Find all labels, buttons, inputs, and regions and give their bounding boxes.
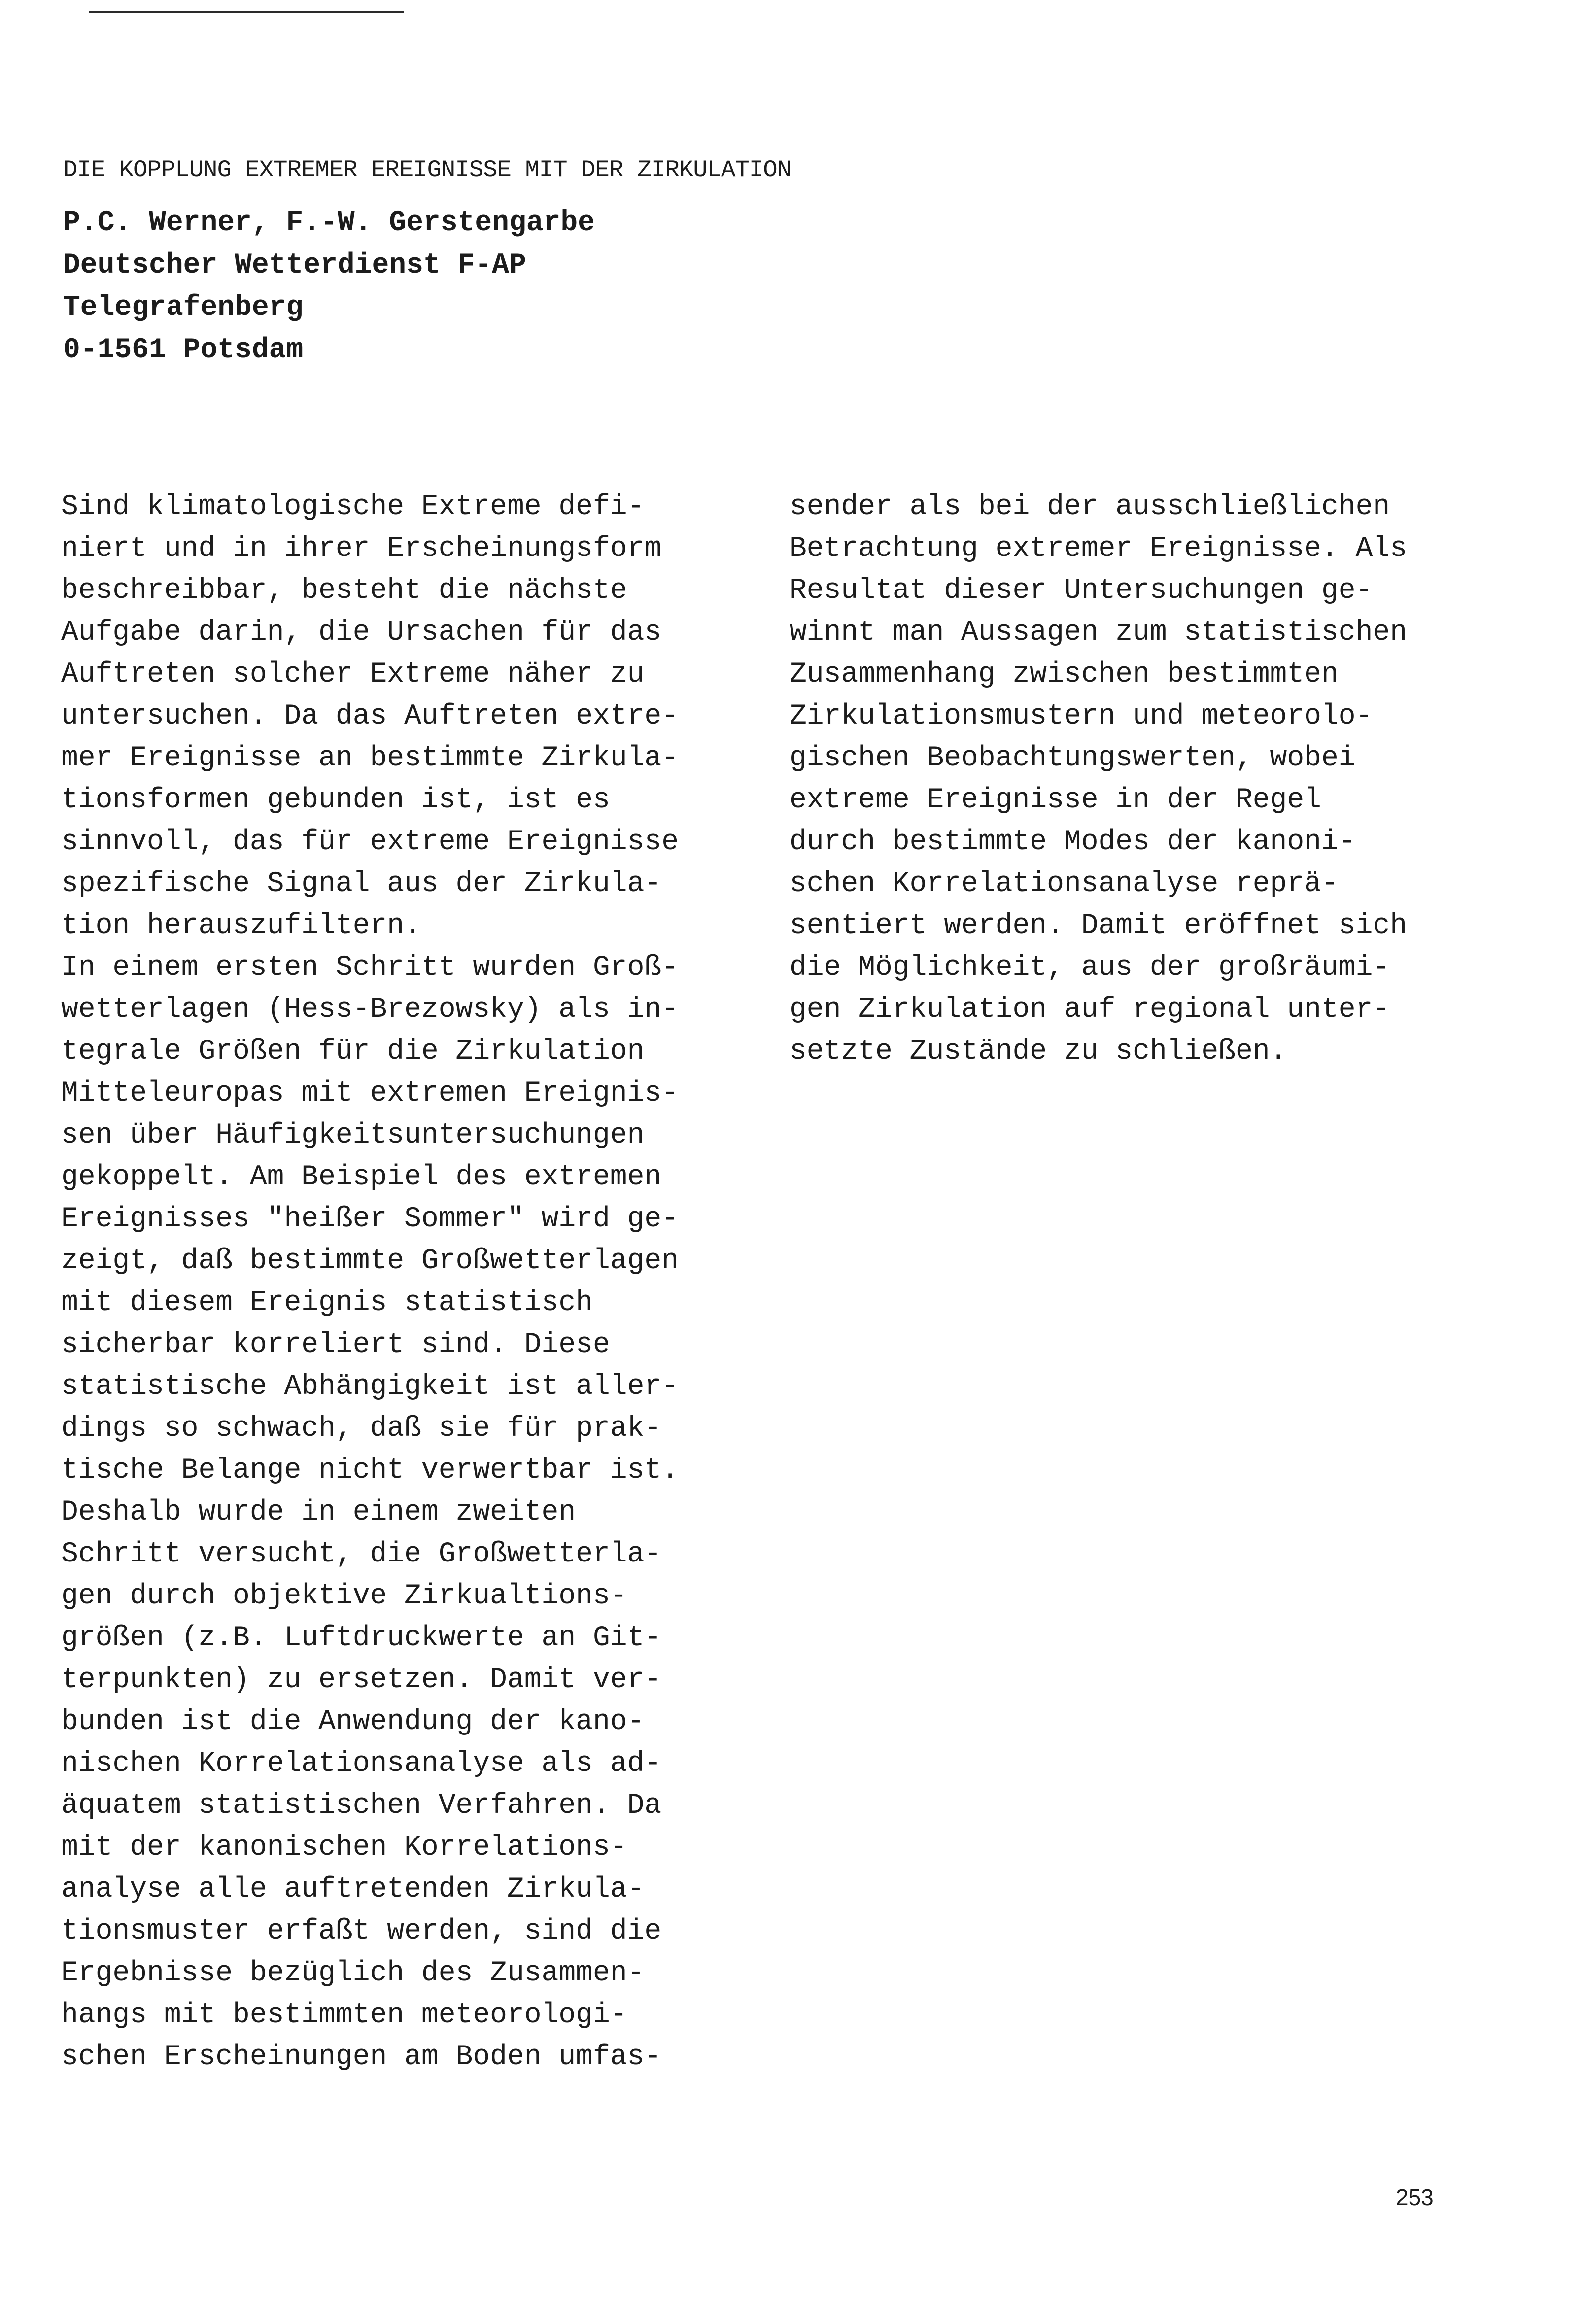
text-line: bunden ist die Anwendung der kano- — [61, 1706, 645, 1738]
text-line: zeigt, daß bestimmte Großwetterlagen — [61, 1245, 679, 1277]
top-rule — [89, 11, 404, 13]
text-line: schen Erscheinungen am Boden umfas- — [61, 2041, 662, 2073]
text-line: sinnvoll, das für extreme Ereignisse — [61, 826, 679, 858]
text-line: äquatem statistischen Verfahren. Da — [61, 1790, 662, 1822]
text-line: wetterlagen (Hess-Brezowsky) als in- — [61, 994, 679, 1026]
text-line: Betrachtung extremer Ereignisse. Als — [790, 533, 1408, 565]
text-line: In einem ersten Schritt wurden Groß- — [61, 952, 679, 984]
text-line: Auftreten solcher Extreme näher zu — [61, 659, 645, 691]
text-line: hangs mit bestimmten meteorologi- — [61, 1999, 627, 2031]
text-line: Ergebnisse bezüglich des Zusammen- — [61, 1957, 645, 1989]
text-line: Deshalb wurde in einem zweiten — [61, 1496, 576, 1528]
text-line: tionsmuster erfaßt werden, sind die — [61, 1915, 662, 1947]
text-line: Schritt versucht, die Großwetterla- — [61, 1538, 662, 1570]
text-line: Aufgabe darin, die Ursachen für das — [61, 617, 662, 649]
author-address-city: 0-1561 Potsdam — [63, 334, 304, 366]
text-line: mit diesem Ereignis statistisch — [61, 1287, 593, 1319]
text-line: setzte Zustände zu schließen. — [790, 1036, 1287, 1068]
text-line: tion herauszufiltern. — [61, 910, 421, 942]
text-line: statistische Abhängigkeit ist aller- — [61, 1371, 679, 1403]
text-line: die Möglichkeit, aus der großräumi- — [790, 952, 1390, 984]
text-line: sen über Häufigkeitsuntersuchungen — [61, 1119, 645, 1151]
author-block — [63, 202, 595, 372]
text-line: dings so schwach, daß sie für prak- — [61, 1413, 662, 1445]
text-line: sicherbar korreliert sind. Diese — [61, 1329, 610, 1361]
text-line: durch bestimmte Modes der kanoni- — [790, 826, 1356, 858]
text-line: Resultat dieser Untersuchungen ge- — [790, 575, 1373, 607]
author-address-street: Telegrafenberg — [63, 292, 304, 324]
text-line: mer Ereignisse an bestimmte Zirkula- — [61, 742, 679, 774]
body-column-left — [61, 486, 679, 2078]
text-line: mit der kanonischen Korrelations- — [61, 1832, 627, 1864]
text-line: Sind klimatologische Extreme defi- — [61, 491, 645, 523]
text-line: gen durch objektive Zirkualtions- — [61, 1580, 627, 1612]
text-line: Zusammenhang zwischen bestimmten — [790, 659, 1339, 691]
text-line: Ereignisses "heißer Sommer" wird ge- — [61, 1203, 679, 1235]
text-line: sender als bei der ausschließlichen — [790, 491, 1390, 523]
text-line: Mitteleuropas mit extremen Ereignis- — [61, 1077, 679, 1110]
author-affiliation: Deutscher Wetterdienst F-AP — [63, 249, 526, 281]
text-line: nischen Korrelationsanalyse als ad- — [61, 1748, 662, 1780]
text-line: spezifische Signal aus der Zirkula- — [61, 868, 662, 900]
text-line: niert und in ihrer Erscheinungsform — [61, 533, 662, 565]
text-line: winnt man Aussagen zum statistischen — [790, 617, 1408, 649]
text-line: untersuchen. Da das Auftreten extre- — [61, 700, 679, 732]
text-line: analyse alle auftretenden Zirkula- — [61, 1873, 645, 1906]
body-column-right — [790, 486, 1407, 1073]
author-names: P.C. Werner, F.-W. Gerstengarbe — [63, 207, 595, 239]
text-line: Zirkulationsmustern und meteorolo- — [790, 700, 1373, 732]
text-line: beschreibbar, besteht die nächste — [61, 575, 627, 607]
text-line: tegrale Größen für die Zirkulation — [61, 1036, 645, 1068]
text-line: terpunkten) zu ersetzen. Damit ver- — [61, 1664, 662, 1696]
text-line: sentiert werden. Damit eröffnet sich — [790, 910, 1408, 942]
text-line: extreme Ereignisse in der Regel — [790, 784, 1321, 816]
text-line: schen Korrelationsanalyse reprä- — [790, 868, 1339, 900]
paper-title: DIE KOPPLUNG EXTREMER EREIGNISSE MIT DER ZIRKULATION — [63, 156, 792, 184]
text-line: größen (z.B. Luftdruckwerte an Git- — [61, 1622, 662, 1654]
text-line: gekoppelt. Am Beispiel des extremen — [61, 1161, 662, 1193]
text-line: tionsformen gebunden ist, ist es — [61, 784, 610, 816]
text-line: gischen Beobachtungswerten, wobei — [790, 742, 1356, 774]
text-line: tische Belange nicht verwertbar ist. — [61, 1455, 679, 1487]
page-number: 253 — [1396, 2185, 1434, 2210]
text-line: gen Zirkulation auf regional unter- — [790, 994, 1390, 1026]
